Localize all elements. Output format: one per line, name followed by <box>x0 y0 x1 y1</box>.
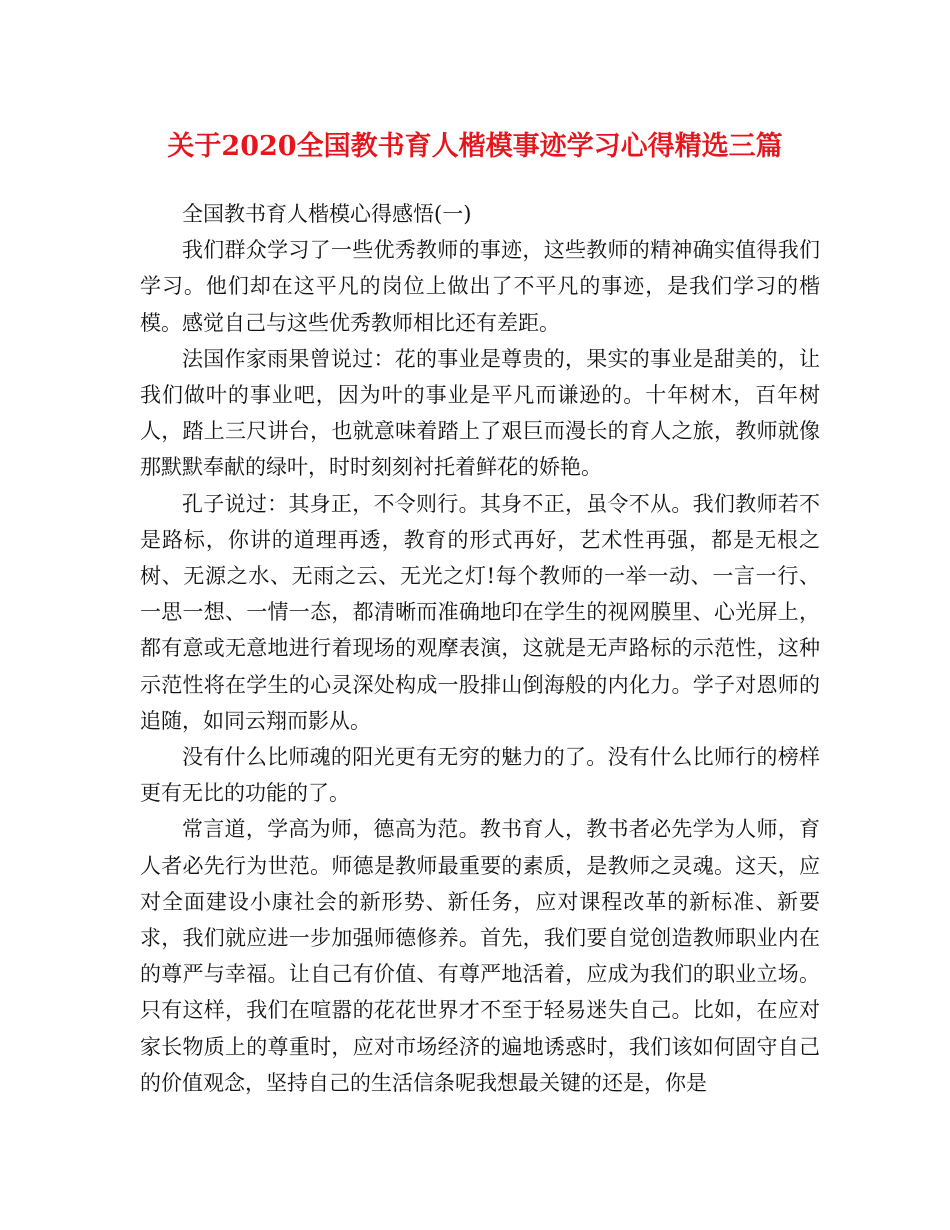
paragraph: 没有什么比师魂的阳光更有无穷的魅力的了。没有什么比师行的榜样更有无比的功能的了。 <box>140 745 820 806</box>
document-title: 关于2020全国教书育人楷模事迹学习心得精选三篇 <box>167 131 783 162</box>
paragraph: 法国作家雨果曾说过：花的事业是尊贵的，果实的事业是甜美的，让我们做叶的事业吧，因为叶的事业是平凡而谦逊的。十年树木，百年树人，踏上三尺讲台，也就意味着踏上了艰巨而漫长的育人之旅，教师就像那默默奉献的绿叶，时时刻刻衬托着鲜花的娇艳。 <box>140 346 820 480</box>
section-heading: 全国教书育人楷模心得感悟(一) <box>182 202 472 226</box>
paragraph: 常言道，学高为师，德高为范。教书育人，教书者必先学为人师，育人者必先行为世范。师德是教师最重要的素质，是教师之灵魂。这天，应对全面建设小康社会的新形势、新任务，应对课程改革的新标准、新要求，我们就应进一步加强师德修养。首先，我们要自觉创造教师职业内在的尊严与幸福。让自己有价值、有尊严地活着，应成为我们的职业立场。只有这样，我们在喧嚣的花花世界才不至于轻易迷失自己。比如，在应对家长物质上的尊重时，应对市场经济的遍地诱惑时，我们该如何固守自己的价值观念，坚持自己的生活信条呢我想最关键的还是，你是 <box>140 817 820 1095</box>
paragraph: 我们群众学习了一些优秀教师的事迹，这些教师的精神确实值得我们学习。他们却在这平凡的岗位上做出了不平凡的事迹，是我们学习的楷模。感觉自己与这些优秀教师相比还有差距。 <box>140 238 820 335</box>
document-body <box>140 196 820 1101</box>
paragraph: 孔子说过：其身正，不令则行。其身不正，虽令不从。我们教师若不是路标，你讲的道理再透，教育的形式再好，艺术性再强，都是无根之树、无源之水、无雨之云、无光之灯!每个教师的一举一动、一言一行、一思一想、一情一态，都清晰而准确地印在学生的视网膜里、心光屏上，都有意或无意地进行着现场的观摩表演，这就是无声路标的示范性，这种示范性将在学生的心灵深处构成一股排山倒海般的内化力。学子对恩师的追随，如同云翔而影从。 <box>140 491 820 733</box>
